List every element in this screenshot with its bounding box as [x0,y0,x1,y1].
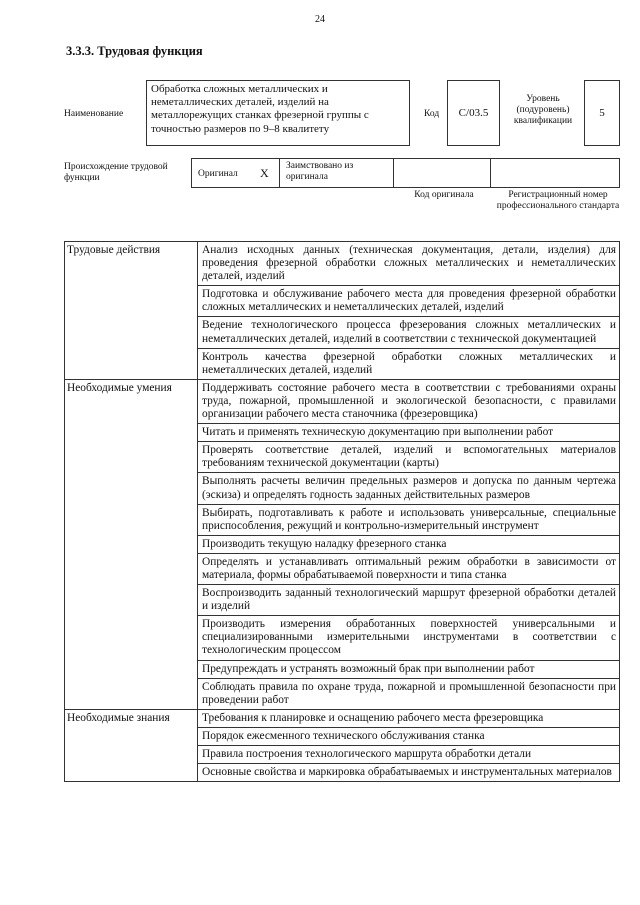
description-cell: Порядок ежесменного технического обслуживания станка [198,727,620,745]
table-row [65,379,620,423]
description-cell: Контроль качества фрезерной обработки сложных металлических и неметаллических деталей, изделий [198,348,620,379]
description-cell: Ведение технологического процесса фрезерования сложных металлических и неметаллических деталей, изделий в соответствии с технической документацией [198,317,620,348]
description-cell: Предупреждать и устранять возможный брак при выполнении работ [198,660,620,678]
table-row [65,616,620,660]
category-cell: Трудовые действия [65,242,198,286]
table-row [65,553,620,584]
description-cell: Правила построения технологического маршрута обработки детали [198,746,620,764]
category-cell [65,660,198,678]
table-row [65,286,620,317]
category-cell: Необходимые знания [65,709,198,727]
category-cell [65,424,198,442]
category-cell [65,585,198,616]
description-cell: Основные свойства и маркировка обрабатываемых и инструментальных материалов [198,764,620,782]
category-cell [65,616,198,660]
table-row [65,764,620,782]
table-row [65,585,620,616]
level-value-box: 5 [584,80,620,146]
description-cell: Определять и устанавливать оптимальный режим обработки в зависимости от материала, формы обрабатываемой поверхности и типа станка [198,553,620,584]
origin-label: Происхождение трудовой функции [64,162,168,183]
table-row [65,473,620,504]
origin-row [191,158,620,188]
description-cell: Читать и применять техническую документацию при выполнении работ [198,424,620,442]
origin-cell-reg [491,159,620,187]
table-row [65,317,620,348]
origin-cell-code [394,159,491,187]
category-cell: Необходимые умения [65,379,198,423]
category-cell [65,764,198,782]
description-cell: Проверять соответствие деталей, изделий и вспомогательных материалов требованиям технической документации (карты) [198,442,620,473]
name-label: Наименование [64,109,124,119]
description-cell: Соблюдать правила по охране труда, пожарной и промышленной безопасности при проведении работ [198,678,620,709]
table-row [65,442,620,473]
table-row [65,424,620,442]
table-row [65,242,620,286]
level-label: Уровень (подуровень) квалификации [513,94,573,126]
reg-number-label: Регистрационный номер профессионального стандарта [496,190,620,211]
table-row [65,348,620,379]
description-cell: Поддерживать состояние рабочего места в соответствии с требованиями охраны труда, пожарной, промышленной и экологической безопасности, с правилами организации рабочего места станочника (фрезеровщика) [198,379,620,423]
function-name-box: Обработка сложных металлических и неметаллических деталей, изделий на металлорежущих станках фрезерной группы с точностью размеров по 9–8 квалитету [146,80,410,146]
code-value-box: С/03.5 [447,80,500,146]
description-cell: Производить текущую наладку фрезерного станка [198,535,620,553]
category-cell [65,535,198,553]
original-label: Оригинал [198,169,238,179]
category-cell [65,348,198,379]
table-row [65,660,620,678]
table-row [65,746,620,764]
original-mark: X [260,166,269,180]
description-cell: Производить измерения обработанных поверхностей универсальными и специализированными измерительными инструментами в соответствии с технологическим процессом [198,616,620,660]
description-cell: Анализ исходных данных (техническая документация, детали, изделия) для проведения фрезерной обработки сложных металлических и неметаллических деталей, изделий [198,242,620,286]
category-cell [65,553,198,584]
code-label: Код [424,109,440,119]
borrowed-label: Заимствовано из оригинала [286,161,354,182]
description-cell: Выбирать, подготавливать к работе и использовать универсальные, специальные приспособления, режущий и контрольно-измерительный инструмент [198,504,620,535]
code-original-label: Код оригинала [414,190,474,200]
description-cell: Подготовка и обслуживание рабочего места для проведения фрезерной обработки сложных металлических и неметаллических деталей, изделий [198,286,620,317]
description-cell: Выполнять расчеты величин предельных размеров и допуска по данным чертежа (эскиза) и определять годность заданных действительных размеров [198,473,620,504]
category-cell [65,473,198,504]
category-cell [65,317,198,348]
category-cell [65,727,198,745]
page-number: 24 [315,14,325,25]
function-table [64,241,620,782]
table-row [65,678,620,709]
description-cell: Требования к планировке и оснащению рабочего места фрезеровщика [198,709,620,727]
category-cell [65,504,198,535]
table-row [65,504,620,535]
category-cell [65,678,198,709]
description-cell: Воспроизводить заданный технологический маршрут фрезерной обработки деталей и изделий [198,585,620,616]
table-row [65,535,620,553]
table-row [65,727,620,745]
section-heading: 3.3.3. Трудовая функция [66,44,203,58]
category-cell [65,286,198,317]
category-cell [65,442,198,473]
table-row [65,709,620,727]
category-cell [65,746,198,764]
